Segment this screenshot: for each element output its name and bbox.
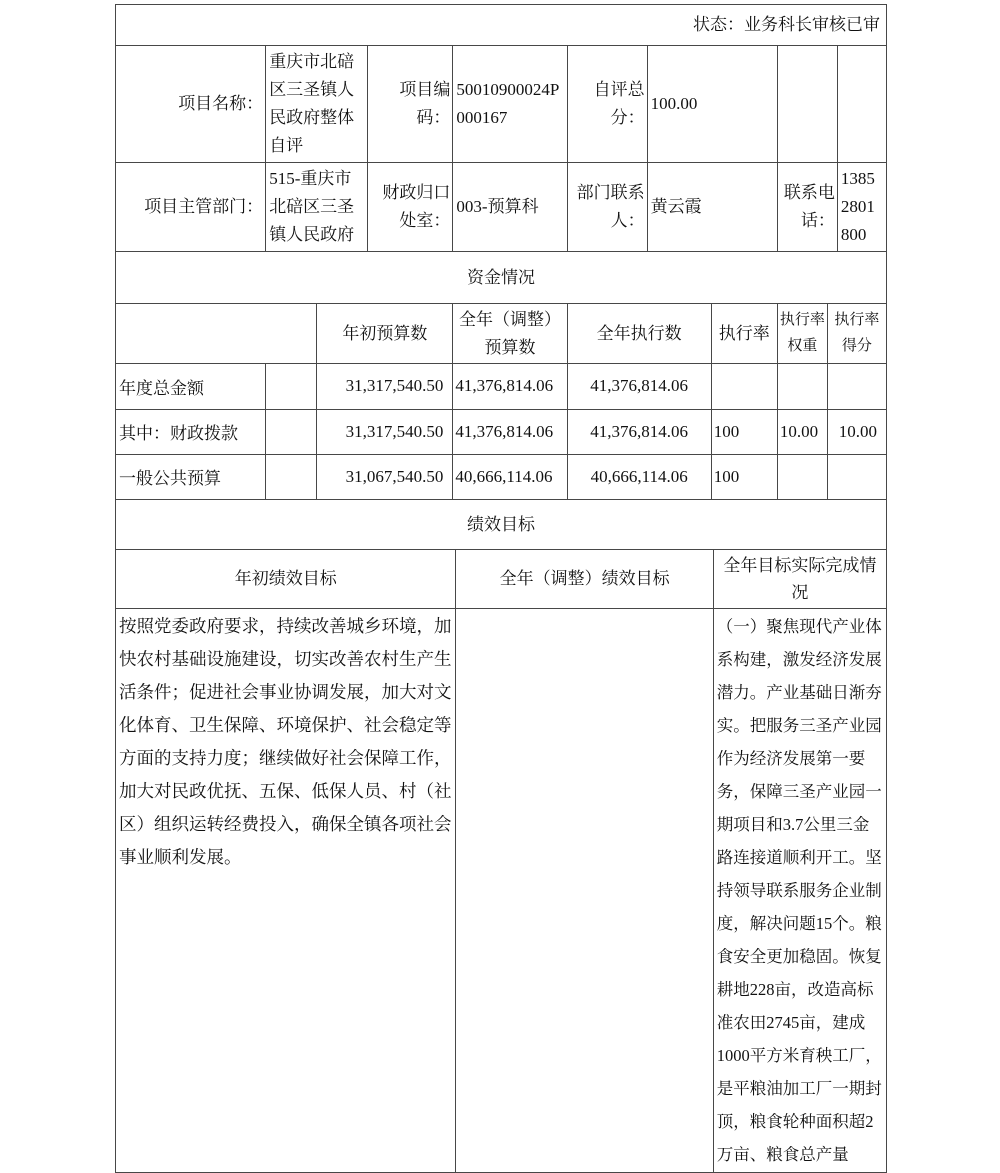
executed-amount-cell: 41,376,814.06 xyxy=(568,364,712,410)
adjusted-budget-cell: 40,666,114.06 xyxy=(453,455,567,500)
perf-header-adjusted-goal: 全年（调整）绩效目标 xyxy=(456,550,713,609)
adjusted-budget-cell: 41,376,814.06 xyxy=(453,410,567,455)
phone-label: 联系电话： xyxy=(778,163,838,252)
adjusted-goal-text xyxy=(456,609,713,1173)
funds-header-initial: 年初预算数 xyxy=(317,304,453,363)
empty-cell xyxy=(266,455,317,500)
finance-office-value: 003-预算科 xyxy=(453,163,567,252)
project-info-row-1 xyxy=(116,46,887,163)
funds-row-public-budget xyxy=(116,455,887,500)
empty-cell xyxy=(266,410,317,455)
funds-header-rate: 执行率 xyxy=(712,304,778,363)
project-code-value: 50010900024P000167 xyxy=(453,46,567,163)
contact-label: 部门联系人： xyxy=(568,163,648,252)
execution-rate-cell: 100 xyxy=(712,410,778,455)
empty-cell xyxy=(266,364,317,410)
adjusted-budget-cell: 41,376,814.06 xyxy=(453,364,567,410)
funds-header-rate-score: 执行率得分 xyxy=(828,304,887,363)
project-info-table xyxy=(116,46,887,252)
self-score-value: 100.00 xyxy=(648,46,778,163)
executed-amount-cell: 40,666,114.06 xyxy=(568,455,712,500)
status-text: 状态：业务科长审核已审 xyxy=(693,15,880,34)
empty-cell xyxy=(778,46,838,163)
project-name-label: 项目名称： xyxy=(116,46,266,163)
funds-row-label: 其中：财政拨款 xyxy=(116,410,266,455)
performance-content-row xyxy=(116,609,887,1173)
actual-completion-text: （一）聚焦现代产业体系构建，激发经济发展潜力。产业基础日渐夯实。把服务三圣产业园作为经济发展第一要务，保障三圣产业园一期项目和3.7公里三金路连接道顺利开工。坚持领导联系服务企业制度，解决问题15个。粮食安全更加稳固。恢复耕地228亩，改造高标准农田2745亩，建成1000平方米育秧工厂，是平粮油加工厂一期封顶，粮食轮种面积超2万亩、粮食总产量 xyxy=(714,609,887,1173)
perf-header-actual-completion: 全年目标实际完成情况 xyxy=(714,550,887,609)
perf-header-initial-goal: 年初绩效目标 xyxy=(116,550,456,609)
funds-row-label: 年度总金额 xyxy=(116,364,266,410)
funds-row-fiscal xyxy=(116,410,887,455)
initial-budget-cell: 31,317,540.50 xyxy=(317,410,453,455)
execution-rate-cell xyxy=(712,364,778,410)
rate-weight-cell xyxy=(778,455,828,500)
funds-row-total xyxy=(116,364,887,410)
funds-header-executed: 全年执行数 xyxy=(568,304,712,363)
rate-weight-cell xyxy=(778,364,828,410)
project-info-row-2 xyxy=(116,163,887,252)
self-score-label: 自评总分： xyxy=(568,46,648,163)
rate-score-cell xyxy=(828,364,887,410)
initial-goal-text: 按照党委政府要求，持续改善城乡环境，加快农村基础设施建设，切实改善农村生产生活条件；促进社会事业协调发展，加大对文化体育、卫生保障、环境保护、社会稳定等方面的支持力度；继续做好社会保障工作，加大对民政优抚、五保、低保人员、村（社区）组织运转经费投入，确保全镇各项社会事业顺利发展。 xyxy=(116,609,456,1173)
phone-value: 13852801800 xyxy=(838,163,887,252)
funds-header-rate-weight: 执行率权重 xyxy=(778,304,828,363)
funds-header-blank xyxy=(116,304,317,363)
dept-label: 项目主管部门： xyxy=(116,163,266,252)
funds-header-row xyxy=(116,304,887,363)
contact-value: 黄云霞 xyxy=(648,163,778,252)
performance-header-row xyxy=(116,550,887,609)
rate-score-cell xyxy=(828,455,887,500)
project-name-value: 重庆市北碚区三圣镇人民政府整体自评 xyxy=(266,46,368,163)
dept-value: 515-重庆市北碚区三圣镇人民政府 xyxy=(266,163,368,252)
status-row xyxy=(116,5,887,46)
project-code-label: 项目编码： xyxy=(368,46,453,163)
finance-office-label: 财政归口处室： xyxy=(368,163,453,252)
funds-header-adjusted: 全年（调整）预算数 xyxy=(453,304,567,363)
funds-section-title: 资金情况 xyxy=(116,252,887,304)
self-evaluation-table xyxy=(115,4,887,1173)
executed-amount-cell: 41,376,814.06 xyxy=(568,410,712,455)
execution-rate-cell: 100 xyxy=(712,455,778,500)
rate-score-cell: 10.00 xyxy=(828,410,887,455)
initial-budget-cell: 31,317,540.50 xyxy=(317,364,453,410)
empty-cell xyxy=(838,46,887,163)
funds-row-label: 一般公共预算 xyxy=(116,455,266,500)
funds-table xyxy=(116,304,887,499)
rate-weight-cell: 10.00 xyxy=(778,410,828,455)
performance-table xyxy=(116,550,887,1173)
initial-budget-cell: 31,067,540.50 xyxy=(317,455,453,500)
performance-section-title: 绩效目标 xyxy=(116,500,887,550)
